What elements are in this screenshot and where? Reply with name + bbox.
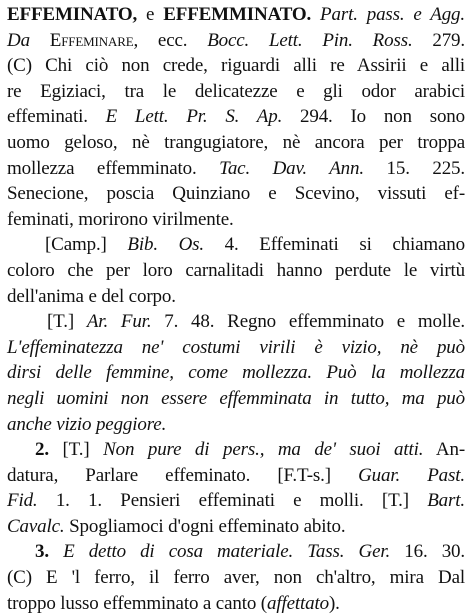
entry-line [7,284,465,310]
italic-citation: Fid. [7,490,38,512]
entry-line [7,335,465,361]
text-run: Spogliamoci d'ogni effeminato abito. [64,515,346,537]
italic-citation: Guar. Past. [358,464,465,486]
entry-line [7,565,465,591]
entry-line [7,258,465,284]
entry-line [7,309,465,335]
entry-line [7,104,465,130]
italic-citation: Non pure di pers., ma de' suoi atti. [103,439,424,461]
dictionary-entry-effeminato [7,2,465,616]
entry-line [7,412,465,438]
bold-text: EFFEMMINATO. [163,4,312,25]
text-run: uomo geloso, nè trangugiatore, nè ancora per troppa [7,131,465,153]
text-run: 1. 1. Pensieri effeminati e molli. [T.] [37,490,428,512]
text-run: An- [423,439,466,461]
text-run: ). [328,592,340,614]
entry-line [7,53,465,79]
italic-citation: E Lett. Pr. S. Ap. [105,106,283,128]
italic-citation: affettato [266,592,329,614]
entry-line [7,488,465,514]
italic-citation: E detto di cosa materiale. Tass. Ger. [48,541,391,563]
bold-text: EFFEMINATO, [7,4,147,25]
bold-text: 2. [35,439,49,461]
italic-citation: Bart. [427,490,465,512]
bold-text: 3. [35,541,49,563]
entry-line [7,360,465,386]
entry-line [7,207,465,233]
text-run: Senecione, poscia Quinziano e Scevino, vissuti ef- [7,183,465,205]
entry-line [7,463,465,489]
text-run: [Camp.] [45,234,128,256]
entry-line [7,181,465,207]
text-run: [T.] [47,311,87,333]
italic-citation: anche vizio peggiore. [7,413,167,435]
text-run: (C) E 'l ferro, il ferro aver, non ch'altro, mira Dal [7,567,465,589]
italic-citation: L'effeminatezza ne' costumi virili è vizio, nè può [7,336,465,358]
italic-citation: Cavalc. [7,515,65,537]
text-run: effeminati. [7,106,106,128]
text-run: e [146,4,164,25]
italic-citation: Part. pass. e Agg. [311,4,465,25]
text-run: 294. Io non sono [282,106,466,128]
entry-line [7,232,465,258]
text-run: feminati, morirono virilmente. [7,208,234,230]
entry-line [7,591,465,616]
text-run: coloro che per loro carnalitadi hanno perdute le virtù [7,259,465,281]
text-run: , ecc. [133,29,208,51]
italic-citation: Bib. Os. [127,234,205,256]
text-run: mollezza effemminato. [7,157,220,179]
text-run: re Egiziaci, tra le delicatezze e gli odor arabici [7,80,465,102]
text-run: 7. 48. Regno effemminato e molle. [151,311,466,333]
text-run: [T.] [48,439,104,461]
italic-citation: Ar. Fur. [86,311,152,333]
entry-line [7,79,465,105]
text-run: 15. 225. [363,157,465,179]
italic-citation: Tac. Dav. Ann. [219,157,364,179]
entry-line [7,539,465,565]
text-run: 4. Effeminati si chiamano [204,234,466,256]
italic-citation: Da [7,29,50,51]
entry-line [7,386,465,412]
italic-citation: Bocc. Lett. Pin. Ross. [207,29,413,51]
text-run: troppo lusso effemminato a canto ( [7,592,267,614]
entry-line [7,437,465,463]
entry-line [7,28,465,54]
text-run: datura, Parlare effeminato. [F.T-s.] [7,464,359,486]
entry-line [7,156,465,182]
entry-line [7,2,465,28]
text-run: (C) Chi ciò non crede, riguardi alli re Assirii e alli [7,55,465,77]
smallcaps-term: Effeminare [49,29,134,51]
text-run: dell'anima e del corpo. [7,285,176,307]
italic-citation: dirsi delle femmine, come mollezza. Può la mollezza [7,362,465,384]
italic-citation: negli uomini non essere effemminata in tutto, ma può [7,387,465,409]
text-run: 279. [412,29,465,51]
text-run: 16. 30. [390,541,465,563]
entry-line [7,130,465,156]
